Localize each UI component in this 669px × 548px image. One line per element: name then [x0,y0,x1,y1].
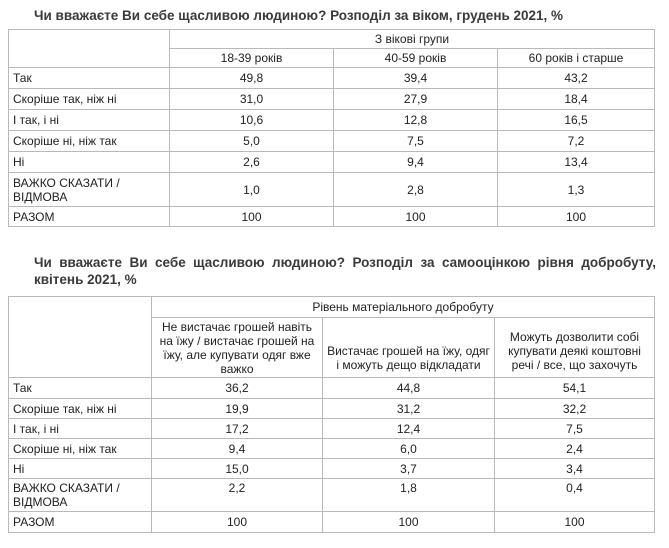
row-label: Скоріше так, ніж ні [9,89,170,110]
cell-value: 15,0 [152,459,323,479]
table-row [9,479,655,512]
cell-value: 6,0 [323,439,495,459]
cell-value: 1,0 [170,173,334,207]
cell-value: 32,2 [495,399,655,419]
cell-value: 7,5 [495,419,655,439]
table-row [9,512,655,533]
cell-value: 18,4 [498,89,655,110]
cell-value: 9,4 [334,152,498,173]
row-label: РАЗОМ [9,512,152,533]
table-row [9,459,655,479]
table-header-row [9,297,655,318]
cell-value: 100 [498,207,655,227]
cell-value: 31,2 [323,399,495,419]
row-label: Скоріше так, ніж ні [9,399,152,419]
table-row [9,89,655,110]
row-label: І так, і ні [9,419,152,439]
cell-value: 2,6 [170,152,334,173]
cell-value: 39,4 [334,68,498,89]
table-row [9,110,655,131]
row-label: Скоріше ні, ніж так [9,131,170,152]
cell-value: 100 [152,512,323,533]
cell-value: 54,1 [495,378,655,399]
cell-value: 43,2 [498,68,655,89]
cell-value: 19,9 [152,399,323,419]
row-label: Так [9,68,170,89]
column-header: 60 років і старше [498,49,655,68]
table-row [9,207,655,227]
column-header: Можуть дозволити собі купувати деякі коштовні речі / все, що захочуть [495,318,655,378]
cell-value: 2,8 [334,173,498,207]
table-row [9,131,655,152]
cell-value: 2,2 [152,479,323,512]
cell-value: 100 [495,512,655,533]
group-header: Рівень матеріального добробуту [152,297,655,318]
table-row [9,419,655,439]
table-row [9,173,655,207]
cell-value: 1,3 [498,173,655,207]
cell-value: 5,0 [170,131,334,152]
cell-value: 49,8 [170,68,334,89]
corner-cell [9,297,152,378]
cell-value: 3,4 [495,459,655,479]
cell-value: 100 [334,207,498,227]
row-label: І так, і ні [9,110,170,131]
column-header: Вистачає грошей на їжу, одяг і можуть дещо відкладати [323,318,495,378]
cell-value: 100 [170,207,334,227]
cell-value: 9,4 [152,439,323,459]
cell-value: 0,4 [495,479,655,512]
cell-value: 16,5 [498,110,655,131]
cell-value: 100 [323,512,495,533]
table-header-row [9,30,655,49]
table-row [9,399,655,419]
column-header: 40-59 років [334,49,498,68]
corner-cell [9,30,170,68]
column-header: 18-39 років [170,49,334,68]
row-label: ВАЖКО СКАЗАТИ / ВІДМОВА [9,173,170,207]
cell-value: 13,4 [498,152,655,173]
table-row [9,439,655,459]
table1-title: Чи вважаєте Ви себе щасливою людиною? Розподіл за віком, грудень 2021, % [34,8,564,23]
row-label: РАЗОМ [9,207,170,227]
row-label: Так [9,378,152,399]
table-row [9,152,655,173]
cell-value: 17,2 [152,419,323,439]
row-label: ВАЖКО СКАЗАТИ / ВІДМОВА [9,479,152,512]
cell-value: 31,0 [170,89,334,110]
table2-title: Чи вважаєте Ви себе щасливою людиною? Розподіл за самооцінкою рівня добробуту, квітень 2021, % [34,255,656,287]
cell-value: 10,6 [170,110,334,131]
cell-value: 3,7 [323,459,495,479]
row-label: Ні [9,459,152,479]
cell-value: 12,4 [323,419,495,439]
cell-value: 7,5 [334,131,498,152]
table-row [9,378,655,399]
cell-value: 27,9 [334,89,498,110]
age-distribution-table [8,29,655,227]
cell-value: 1,8 [323,479,495,512]
table-row [9,68,655,89]
row-label: Скоріше ні, ніж так [9,439,152,459]
row-label: Ні [9,152,170,173]
cell-value: 7,2 [498,131,655,152]
cell-value: 44,8 [323,378,495,399]
cell-value: 36,2 [152,378,323,399]
column-header: Не вистачає грошей навіть на їжу / вистачає грошей на їжу, але купувати одяг вже важко [152,318,323,378]
cell-value: 2,4 [495,439,655,459]
cell-value: 12,8 [334,110,498,131]
group-header: З вікові групи [170,30,655,49]
wellbeing-distribution-table [8,296,655,533]
